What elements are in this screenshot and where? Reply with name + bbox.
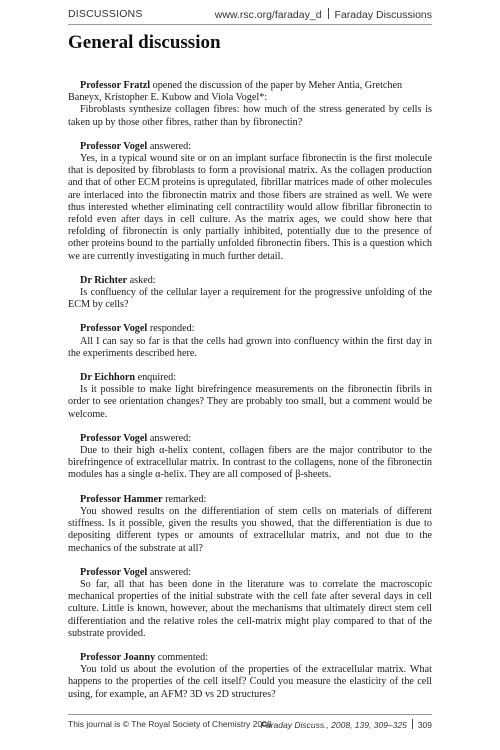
journal-name: Faraday Discussions <box>334 9 432 21</box>
discussion-entry <box>68 494 432 555</box>
speaker-name: Professor Joanny <box>80 651 156 663</box>
discussion-text: Fibroblasts synthesize collagen fibres: how much of the stress generated by cells is taken up by those other fibres, rather than by fibronectin? <box>68 104 432 128</box>
speaker-line <box>68 652 432 664</box>
speaker-verb: enquired: <box>137 372 177 384</box>
section-label: DISCUSSIONS <box>68 8 143 20</box>
speaker-verb: answered: <box>149 140 192 152</box>
speaker-verb: responded: <box>149 323 195 335</box>
speaker-name: Professor Hammer <box>80 493 163 505</box>
speaker-name: Dr Richter <box>80 274 128 286</box>
speaker-verb: answered: <box>149 432 192 444</box>
speaker-name: Professor Vogel <box>80 140 148 152</box>
speaker-name: Professor Vogel <box>80 323 148 335</box>
discussion-entry <box>68 433 432 482</box>
citation: Faraday Discuss., 2008, 139, 309–325 <box>260 720 407 730</box>
speaker-name: Professor Fratzl <box>80 80 151 91</box>
journal-url-link[interactable]: www.rsc.org/faraday_d <box>214 9 322 21</box>
speaker-line <box>68 372 432 384</box>
speaker-name: Professor Vogel <box>80 566 148 578</box>
speaker-verb: opened the discussion of the paper by Meher Antia, Gretchen Baneyx, Kristopher E. Kubow and Viola Vogel*: <box>68 80 403 104</box>
speaker-verb: answered: <box>149 566 192 578</box>
footer-right <box>261 719 432 730</box>
discussion-text: You showed results on the differentiation of stem cells on materials of different stiffness. Is it possible, given the results you showed, that the differentiation is due to depositing different types or amounts of extracellular matrix, and not due to the mechanics of the substrate at all? <box>68 505 432 554</box>
discussion-entry <box>68 372 432 421</box>
speaker-line <box>68 275 432 287</box>
discussion-text: All I can say so far is that the cells had grown into confluency within the first day in the experiments described here. <box>68 335 432 359</box>
discussion-body <box>68 80 432 713</box>
speaker-line <box>68 80 432 104</box>
header-right <box>215 8 432 21</box>
speaker-line <box>68 323 432 335</box>
footer-divider <box>412 719 413 729</box>
discussion-entry <box>68 652 432 701</box>
discussion-text: Is confluency of the cellular layer a requirement for the progressive unfolding of the ECM by cells? <box>68 287 432 311</box>
discussion-text: Yes, in a typical wound site or on an implant surface fibronectin is the first molecule that is deposited by fibroblasts to form a provisional matrix. As the collagen production and that of other ECM proteins is upregulated, fibrillar matrices made of other molecules are interlaced into the fibronectin matrix and those fibers are strained as well. We were thus interested whether eliminating cell contractility would allow fibrillar fibronectin to refold even after days in cell culture. As the matrix ages, we could show here that refolding of fibronectin is only partially inhibited, potentially due to the presence of other proteins bound to the partially unfolded fibronectin fibers. This is a question which we are currently investigating in much further detail. <box>68 153 432 262</box>
discussion-entry <box>68 80 432 129</box>
speaker-verb: remarked: <box>165 493 207 505</box>
speaker-line <box>68 494 432 506</box>
discussion-entry <box>68 323 432 360</box>
speaker-line <box>68 141 432 153</box>
header-divider <box>328 8 329 19</box>
page-number: 309 <box>417 720 432 730</box>
discussion-text: So far, all that has been done in the literature was to correlate the macroscopic mechanical properties of the initial substrate with the cell fate after several days in cell culture. Little is known, however, about the mechanisms that ultimately direct stem cell differentiation and the relative roles the cell-matrix might play compared to that of the substrate provided. <box>68 578 432 639</box>
copyright-notice: This journal is © The Royal Society of Chemistry 2008 <box>68 719 272 729</box>
speaker-verb: asked: <box>129 274 156 286</box>
discussion-text: You told us about the evolution of the properties of the extracellular matrix. What happens to the properties of the cell itself? Could you measure the elasticity of the cell using, for example, an AFM? 3D vs 2D structures? <box>68 664 432 700</box>
speaker-name: Dr Eichhorn <box>80 372 136 384</box>
page-footer <box>68 714 432 732</box>
speaker-line <box>68 433 432 445</box>
speaker-name: Professor Vogel <box>80 432 148 444</box>
discussion-text: Is it possible to make light birefringence measurements on the fibronectin fibrils in order to see orientation changes? They are probably too small, but a comment would be welcome. <box>68 384 432 420</box>
speaker-verb: commented: <box>157 651 209 663</box>
discussion-text: Due to their high α-helix content, collagen fibers are the major contributor to the birefringence of extracellular matrix. In contrast to the collagens, none of the fibronectin modules has a single α-helix. They are all composed of β-sheets. <box>68 445 432 481</box>
discussion-entry <box>68 141 432 263</box>
discussion-entry <box>68 567 432 640</box>
speaker-line <box>68 567 432 579</box>
page-header <box>68 8 432 25</box>
page-title: General discussion <box>68 32 221 53</box>
discussion-entry <box>68 275 432 312</box>
